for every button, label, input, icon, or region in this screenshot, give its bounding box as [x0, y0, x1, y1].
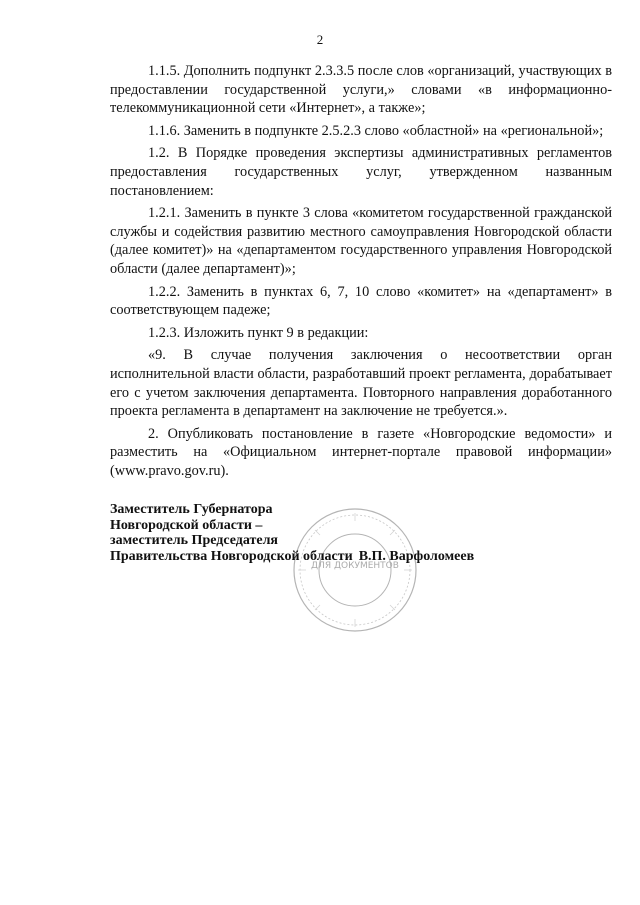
- signatory-title-line-3: заместитель Председателя: [110, 533, 278, 548]
- signature-block: [110, 502, 630, 564]
- paragraph-1-2-3: 1.2.3. Изложить пункт 9 в редакции:: [148, 324, 369, 341]
- paragraph-1-2-2: 1.2.2. Заменить в пунктах 6, 7, 10 слово «комитет» на «департамент» в соответствующем падеже;: [110, 283, 612, 319]
- signatory-title-line-4: [110, 549, 630, 565]
- paragraph-1-2: 1.2. В Порядке проведения экспертизы административных регламентов предоставления государственных услуг, утвержденном названным постановлением:: [110, 145, 612, 199]
- paragraph-1-1-6: 1.1.6. Заменить в подпункте 2.5.2.3 слово «областной» на «региональной»;: [148, 122, 604, 139]
- signatory-title-line-4-text: Правительства Новгородской области: [110, 548, 353, 564]
- signatory-title-line-1: Заместитель Губернатора: [110, 502, 273, 517]
- paragraph-1-2-1: 1.2.1. Заменить в пункте 3 слова «комитетом государственной гражданской службы и содействия развитию местного самоуправления Новгородской области (далее комитет)» на «департаментом государственного управления Новгородской области (далее департамент)»;: [110, 205, 612, 277]
- paragraph-quote-9: «9. В случае получения заключения о несоответствии орган исполнительной власти области, разработавший проект регламента, дорабатывает его с учетом заключения департамента. Повторного направления доработанного проекта регламента в департамент на заключение не требуется.».: [110, 347, 612, 420]
- paragraph-1-1-5: 1.1.5. Дополнить подпункт 2.3.3.5 после слов «организаций, участвующих в предоставлении государственной услуги,» словами «в информационно-телекоммуникационной сети «Интернет», а также»;: [110, 63, 612, 117]
- document-body: [110, 62, 612, 484]
- signatory-title-line-2: Новгородской области –: [110, 517, 263, 533]
- stamp-text: ДЛЯ ДОКУМЕНТОВ: [311, 561, 399, 571]
- signatory-name: В.П. Варфоломеев: [358, 548, 475, 564]
- paragraph-2: 2. Опубликовать постановление в газете «Новгородские ведомости» и разместить на «Официальном интернет-портале правовой информации» (www.pravo.gov.ru).: [110, 425, 612, 479]
- page-number: 2: [316, 32, 324, 47]
